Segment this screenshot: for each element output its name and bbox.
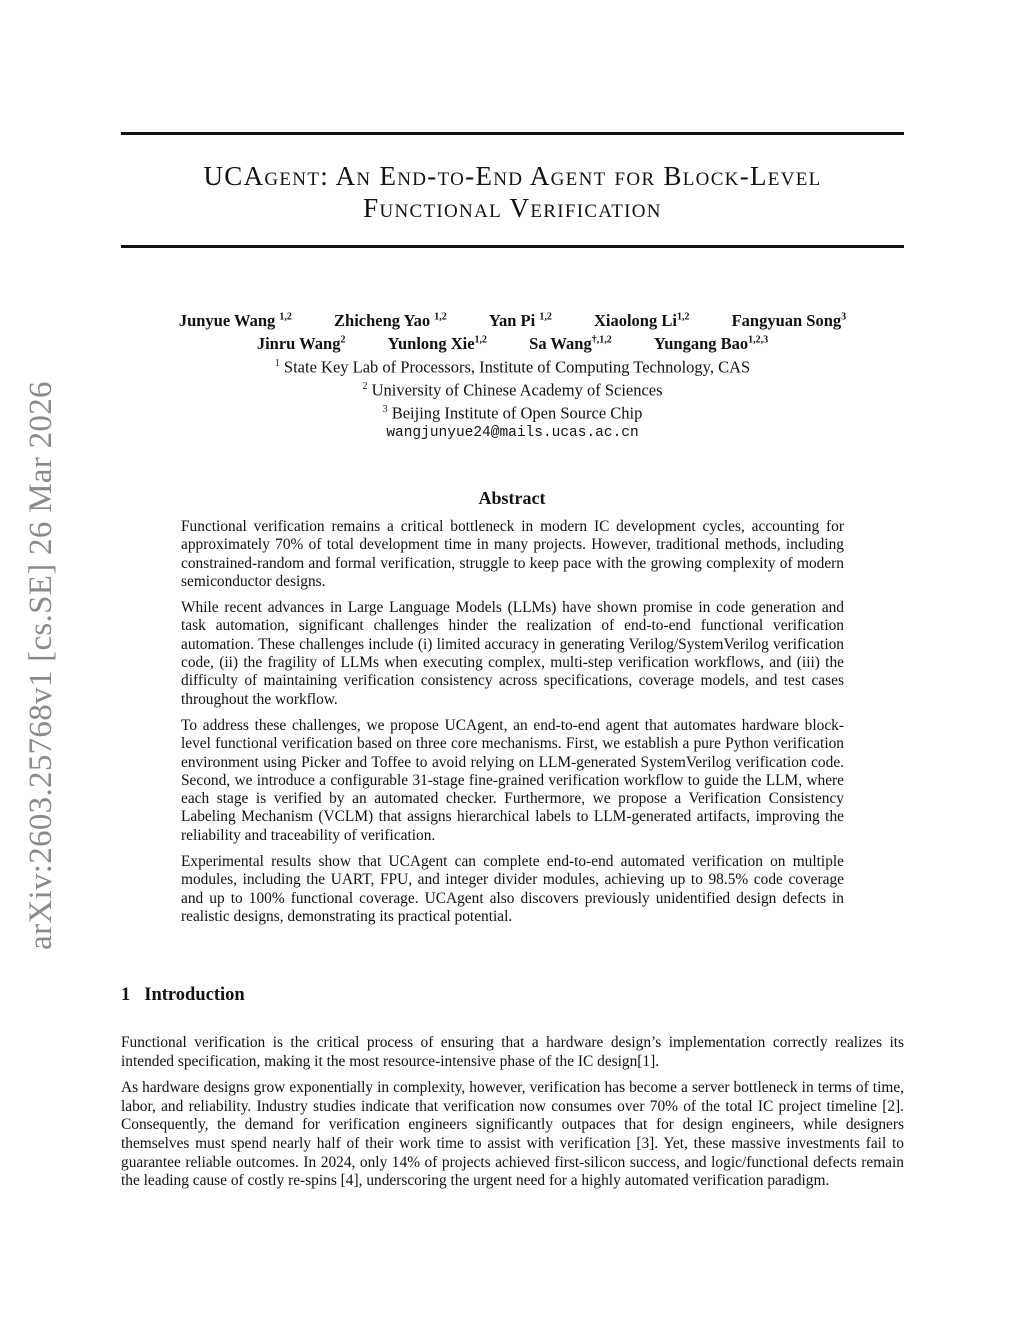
author-block	[110, 307, 915, 443]
abstract-paragraph: While recent advances in Large Language Models (LLMs) have shown promise in code generation and task automation, significant challenges hinder the realization of end-to-end functional verification automation. These challenges include (i) limited accuracy in generating Verilog/SystemVerilog verification code, (ii) the fragility of LLMs when executing complex, multi-step verification workflows, and (iii) the difficulty of maintaining verification consistency across specifications, coverage models, and test cases throughout the workflow.	[181, 599, 844, 708]
section-number: 1	[121, 985, 131, 1005]
authors-row-2	[110, 331, 915, 355]
author: Sa Wang$^{\dagger,1,2}$	[529, 334, 612, 353]
abstract-paragraph: To address these challenges, we propose UCAgent, an end-to-end agent that automates hardware block-level functional verification based on three core mechanisms. First, we establish a pure Python verification environment using Picker and Toffee to avoid relying on LLM-generated SystemVerilog verification code. Second, we introduce a configurable 31-stage fine-grained verification workflow to guide the LLM, where each stage is verified by an automated checker. Furthermore, we propose a Verification Consistency Labeling Mechanism (VCLM) that assigns hierarchical labels to LLM-generated artifacts, improving the reliability and traceability of verification.	[181, 716, 844, 844]
affiliation: $^3$ Beijing Institute of Open Source Chip	[382, 403, 643, 423]
title-top-rule	[121, 132, 904, 135]
title-line-2: Functional Verification	[363, 193, 662, 223]
body-paragraph: As hardware designs grow exponentially in complexity, however, verification has become a server bottleneck in terms of time, labor, and reliability. Industry studies indicate that verification now consumes over 70% of the total IC project timeline [2]. Consequently, the demand for verification engineers significantly outpaces that for design engineers, while designers themselves must spend nearly half of their work time to assist with verification [3]. Yet, these massive investments fail to guarantee reliable outcomes. In 2024, only 14% of projects achieved first-silicon success, and logic/functional defects remain the leading cause of costly re-spins [4], underscoring the urgent need for a highly automated verification paradigm.	[121, 1079, 904, 1190]
arxiv-identifier-stamp	[4, 370, 78, 960]
author: Yunlong Xie$^{1,2}$	[387, 334, 488, 353]
abstract-heading: Abstract	[478, 488, 546, 508]
title-line-1: UCAgent: An End-to-End Agent for Block-Level	[203, 161, 822, 191]
author: Xiaolong Li$^{1,2}$	[593, 310, 690, 330]
author: Jinru Wang$^2$	[256, 334, 346, 353]
author: Junyue Wang $^{1,2}$	[178, 310, 292, 330]
affiliation: $^1$ State Key Lab of Processors, Institute of Computing Technology, CAS	[274, 357, 751, 377]
body-paragraph: Functional verification is the critical process of ensuring that a hardware design’s implementation correctly realizes its intended specification, making it the most resource-intensive phase of the IC design[1].	[121, 1034, 904, 1070]
authors-row-1	[110, 307, 915, 331]
introduction-body	[121, 1034, 904, 1199]
title-bottom-rule	[121, 245, 904, 248]
arxiv-id-text: arXiv:2603.25768v1 [cs.SE] 26 Mar 2026	[22, 380, 59, 950]
abstract-body	[181, 518, 844, 934]
author: Fangyuan Song$^3$	[731, 310, 847, 330]
author: Yungang Bao$^{1,2,3}$	[653, 334, 769, 353]
author: Yan Pi $^{1,2}$	[488, 310, 552, 330]
section-title: Introduction	[144, 985, 245, 1005]
paper-title	[121, 160, 904, 224]
abstract-paragraph: Functional verification remains a critical bottleneck in modern IC development cycles, accounting for approximately 70% of total development time in many projects. However, traditional methods, including constrained-random and formal verification, struggle to keep pace with the growing complexity of modern semiconductor designs.	[181, 518, 844, 590]
author: Zhicheng Yao $^{1,2}$	[334, 310, 447, 330]
section-heading	[121, 985, 245, 1006]
affiliation: $^2$ University of Chinese Academy of Sciences	[362, 380, 663, 400]
author-email[interactable]: wangjunyue24@mails.ucas.ac.cn	[386, 425, 639, 441]
abstract-paragraph: Experimental results show that UCAgent can complete end-to-end automated verification on multiple modules, including the UART, FPU, and integer divider modules, achieving up to 98.5% code coverage and up to 100% functional coverage. UCAgent also discovers previously unidentified design defects in realistic designs, demonstrating its practical potential.	[181, 853, 844, 925]
